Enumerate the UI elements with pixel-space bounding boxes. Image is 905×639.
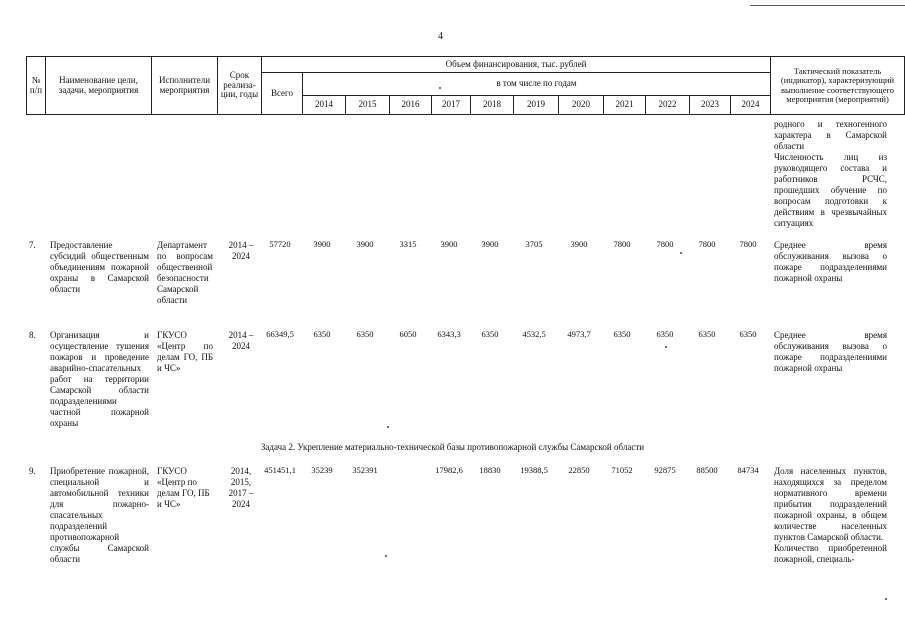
row-7-indicator: Среднее время обслуживания вызова о пожаре подразделениями пожарной охраны — [774, 240, 887, 283]
row-year-value: 88500 — [696, 465, 718, 475]
row-year-value: 3900 — [440, 239, 458, 249]
year-header: 2019 — [514, 96, 559, 115]
header-exec: Исполнители мероприятия — [152, 57, 218, 115]
row-year-value: 6350 — [739, 329, 757, 339]
year-header: 2017 — [432, 96, 471, 115]
row-year-value: 3900 — [570, 239, 588, 249]
year-header: 2018 — [471, 96, 514, 115]
row-9-indicator: Доля населенных пунктов, находящихся за пределом нормативного времени прибытия подразделений пожарной охраны, в общем количестве населенных пунктов Самарской области. Количество приобретенной пожарной, специаль- — [774, 466, 887, 564]
row-total-value: 451451,1 — [264, 465, 296, 475]
row-year-value: 6050 — [399, 329, 417, 339]
header-indicator: Тактический показатель (индикатор), характеризующий выполнение соответствующего мероприятия (мероприятий) — [771, 57, 905, 115]
row-year-value: 84734 — [737, 465, 759, 475]
row-year-value: 22850 — [568, 465, 590, 475]
row-year-value: 7800 — [613, 239, 631, 249]
year-header: 2022 — [646, 96, 690, 115]
row-year-value: 7800 — [739, 239, 757, 249]
row-year-value: 7800 — [656, 239, 674, 249]
row-9-name: Приобретение пожарной, специальной и автомобильной техники для пожарно-спасательных подразделений противопожарной службы Самарской области — [50, 466, 149, 564]
row-8-term: 2014 – 2024 — [228, 330, 254, 351]
row-year-value: 3315 — [399, 239, 417, 249]
header-by-years: в том числе по годам — [303, 73, 771, 96]
year-header: 2021 — [604, 96, 646, 115]
row-year-value: 71052 — [611, 465, 633, 475]
row-year-value: 6350 — [613, 329, 631, 339]
page-number: 4 — [438, 31, 443, 42]
row-7-no: 7. — [29, 240, 36, 250]
row-8-name: Организация и осуществление тушения пожаров и проведение аварийно-спасательных работ на территории Самарской области подразделениями частной пожарной охраны — [50, 330, 149, 428]
header-no: № п/п — [27, 57, 46, 115]
row-year-value: 6350 — [313, 329, 331, 339]
year-header: 2023 — [690, 96, 731, 115]
row-year-value: 6350 — [356, 329, 374, 339]
row-year-value: 7800 — [698, 239, 716, 249]
row-8-exec: ГКУСО «Центр по делам ГО, ПБ и ЧС» — [157, 330, 213, 373]
scan-speck — [439, 87, 441, 89]
task-2-heading: Задача 2. Укрепление материально-технической базы противопожарной службы Самарской области — [260, 442, 645, 452]
row-year-value: 352391 — [352, 465, 378, 475]
scan-speck — [387, 426, 389, 428]
header-total: Всего — [262, 73, 303, 115]
row-year-value: 6350 — [481, 329, 499, 339]
row-9-term: 2014, 2015, 2017 – 2024 — [228, 466, 254, 509]
row-year-value: 92875 — [654, 465, 676, 475]
year-header: 2016 — [390, 96, 432, 115]
header-name: Наименование цели, задачи, мероприятия — [46, 57, 152, 115]
scan-speck — [680, 252, 682, 254]
row-year-value: 4532,5 — [522, 329, 546, 339]
row-7-exec: Департамент по вопросам общественной безопасности Самарской области — [157, 240, 213, 305]
row-year-value: 4973,7 — [567, 329, 591, 339]
row-year-value: 18830 — [479, 465, 501, 475]
row-year-value: 3900 — [313, 239, 331, 249]
row-year-value: 3705 — [525, 239, 543, 249]
year-header: 2014 — [303, 96, 346, 115]
row-year-value: 17982,6 — [435, 465, 463, 475]
scan-speck — [665, 346, 667, 348]
row-total-value: 66349,5 — [266, 329, 294, 339]
year-header: 2015 — [346, 96, 390, 115]
row-9-no: 9. — [29, 466, 36, 476]
row-8-indicator: Среднее время обслуживания вызова о пожаре подразделениями пожарной охраны — [774, 330, 887, 373]
year-header: 2020 — [559, 96, 604, 115]
row-7-name: Предоставление субсидий общественным объединениям пожарной охраны в Самарской области — [50, 240, 149, 294]
row-year-value: 6343,3 — [437, 329, 461, 339]
top-rule — [750, 5, 905, 6]
row-year-value: 6350 — [656, 329, 674, 339]
header-term: Срок реализа-ции, годы — [218, 57, 262, 115]
row-year-value: 35239 — [311, 465, 333, 475]
scan-speck — [885, 598, 887, 600]
row-7-term: 2014 – 2024 — [228, 240, 254, 261]
carryover-indicator: родного и техногенного характера в Самарской области Численность лиц из руководящего состава и работников РСЧС, прошедших обучение по вопросам подготовки к действиям в чрезвычайных ситуациях — [774, 119, 887, 228]
year-header: 2024 — [731, 96, 771, 115]
row-year-value: 6350 — [698, 329, 716, 339]
row-year-value: 3900 — [481, 239, 499, 249]
row-9-exec: ГКУСО «Центр по делам ГО, ПБ и ЧС» — [157, 466, 210, 509]
row-year-value: 19388,5 — [520, 465, 548, 475]
scan-speck — [385, 555, 387, 557]
table-header — [26, 56, 905, 115]
row-total-value: 57720 — [269, 239, 291, 249]
row-year-value: 3900 — [356, 239, 374, 249]
row-8-no: 8. — [29, 330, 36, 340]
header-fin: Объем финансирования, тыс. рублей — [262, 57, 771, 73]
